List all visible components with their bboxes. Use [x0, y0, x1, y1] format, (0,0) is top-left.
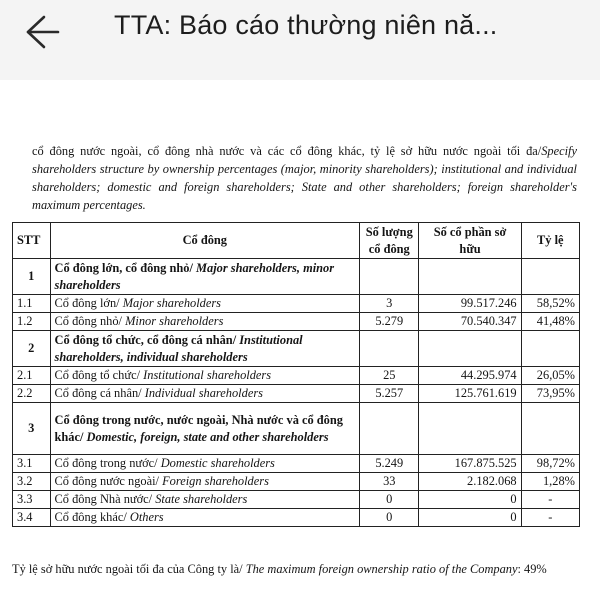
group-title-vi: Cổ đông lớn, cổ đông nhỏ/	[54, 260, 196, 275]
foreign-ownership-note	[12, 560, 584, 578]
row-shareholder	[50, 295, 360, 313]
group-title-en: Major shareholders, minor shareholders	[54, 260, 335, 292]
group-count	[360, 403, 419, 455]
group-count	[360, 259, 419, 295]
table-body	[13, 259, 580, 527]
row-percentage: 73,95%	[521, 385, 579, 403]
row-shareholder-en: Foreign shareholders	[162, 474, 269, 488]
row-stt: 1.2	[13, 313, 51, 331]
row-shareholder	[50, 385, 360, 403]
document-view[interactable]	[0, 80, 600, 600]
outro-text-vi: Tỷ lệ sở hữu nước ngoài tối đa của Công ty là/	[12, 562, 246, 576]
header-stt: STT	[13, 223, 51, 259]
row-shares: 44.295.974	[419, 367, 521, 385]
group-title	[50, 259, 360, 295]
group-title	[50, 403, 360, 455]
row-shareholder-vi: Cổ đông trong nước/	[54, 456, 161, 470]
header-shares: Số cổ phần sở hữu	[419, 223, 521, 259]
header-shareholder: Cổ đông	[50, 223, 360, 259]
header-percentage: Tỷ lệ	[521, 223, 579, 259]
group-title	[50, 331, 360, 367]
row-shareholder-en: State shareholders	[155, 492, 248, 506]
row-stt: 2.2	[13, 385, 51, 403]
outro-text-en: The maximum foreign ownership ratio of the Company	[245, 562, 518, 576]
row-shares: 70.540.347	[419, 313, 521, 331]
row-stt: 3.4	[13, 509, 51, 527]
group-stt: 2	[13, 331, 51, 367]
table-row	[13, 509, 580, 527]
page-title: TTA: Báo cáo thường niên nă...	[114, 10, 498, 40]
row-percentage: -	[521, 509, 579, 527]
row-count: 5.257	[360, 385, 419, 403]
row-count: 0	[360, 509, 419, 527]
intro-text-en: Specify shareholders structure by ownership percentages (major, minority shareholders); institutional and individual shareholders; domestic and foreign shareholders; State and other shareholders; foreign shareholder's maximum percentages.	[32, 144, 577, 212]
back-button[interactable]	[18, 14, 62, 50]
group-shares	[419, 403, 521, 455]
row-shareholder-vi: Cổ đông nhỏ/	[54, 314, 126, 328]
row-count: 5.279	[360, 313, 419, 331]
row-count: 33	[360, 473, 419, 491]
row-shares: 167.875.525	[419, 455, 521, 473]
group-title-en: Domestic, foreign, state and other shareholders	[86, 429, 329, 444]
row-count: 5.249	[360, 455, 419, 473]
table-row	[13, 473, 580, 491]
table-group-row	[13, 403, 580, 455]
row-shareholder-vi: Cổ đông cá nhân/	[54, 386, 145, 400]
table-header-row	[13, 223, 580, 259]
row-shareholder	[50, 367, 360, 385]
row-shareholder	[50, 491, 360, 509]
row-stt: 3.3	[13, 491, 51, 509]
row-percentage: 26,05%	[521, 367, 579, 385]
row-shareholder-vi: Cổ đông nước ngoài/	[54, 474, 163, 488]
row-stt: 2.1	[13, 367, 51, 385]
row-shareholder-en: Major shareholders	[122, 296, 222, 310]
row-shares: 0	[419, 509, 521, 527]
outro-value: : 49%	[517, 562, 547, 576]
table-row	[13, 313, 580, 331]
arrow-left-icon	[18, 14, 62, 50]
row-percentage: 41,48%	[521, 313, 579, 331]
row-count: 25	[360, 367, 419, 385]
header-count: Số lượng cổ đông	[360, 223, 419, 259]
group-title-vi: Cổ đông tổ chức, cổ đông cá nhân/	[54, 332, 240, 347]
row-percentage: 1,28%	[521, 473, 579, 491]
row-percentage: -	[521, 491, 579, 509]
row-shareholder-vi: Cổ đông khác/	[54, 510, 130, 524]
row-count: 3	[360, 295, 419, 313]
app-bar	[0, 0, 600, 81]
row-shareholder-en: Individual shareholders	[144, 386, 263, 400]
intro-paragraph	[32, 142, 577, 214]
row-count: 0	[360, 491, 419, 509]
row-shareholder	[50, 455, 360, 473]
row-stt: 3.2	[13, 473, 51, 491]
table-row	[13, 491, 580, 509]
table-group-row	[13, 259, 580, 295]
group-title-en: Institutional shareholders, individual shareholders	[54, 332, 303, 364]
row-percentage: 98,72%	[521, 455, 579, 473]
group-percentage	[521, 331, 579, 367]
row-percentage: 58,52%	[521, 295, 579, 313]
row-shares: 2.182.068	[419, 473, 521, 491]
group-title-vi: Cổ đông trong nước, nước ngoài, Nhà nước và cổ đông khác/	[54, 412, 343, 444]
row-shareholder-en: Domestic shareholders	[160, 456, 275, 470]
row-shareholder-en: Institutional shareholders	[143, 368, 272, 382]
table-group-row	[13, 331, 580, 367]
row-shareholder-en: Others	[129, 510, 164, 524]
group-count	[360, 331, 419, 367]
row-stt: 3.1	[13, 455, 51, 473]
group-stt: 1	[13, 259, 51, 295]
row-shares: 125.761.619	[419, 385, 521, 403]
row-shareholder-en: Minor shareholders	[125, 314, 224, 328]
row-shareholder	[50, 313, 360, 331]
table-row	[13, 295, 580, 313]
table-row	[13, 385, 580, 403]
row-shareholder-vi: Cổ đông Nhà nước/	[54, 492, 156, 506]
row-shareholder	[50, 509, 360, 527]
row-shareholder-vi: Cổ đông tổ chức/	[54, 368, 144, 382]
intro-text-vi: cổ đông nước ngoài, cổ đông nhà nước và các cổ đông khác, tỷ lệ sở hữu nước ngoài tối đa/	[32, 144, 542, 158]
group-percentage	[521, 403, 579, 455]
shareholder-table	[12, 222, 580, 527]
row-shareholder	[50, 473, 360, 491]
row-shares: 0	[419, 491, 521, 509]
table-row	[13, 455, 580, 473]
group-shares	[419, 259, 521, 295]
group-stt: 3	[13, 403, 51, 455]
row-stt: 1.1	[13, 295, 51, 313]
table-row	[13, 367, 580, 385]
row-shares: 99.517.246	[419, 295, 521, 313]
group-percentage	[521, 259, 579, 295]
group-shares	[419, 331, 521, 367]
row-shareholder-vi: Cổ đông lớn/	[54, 296, 123, 310]
